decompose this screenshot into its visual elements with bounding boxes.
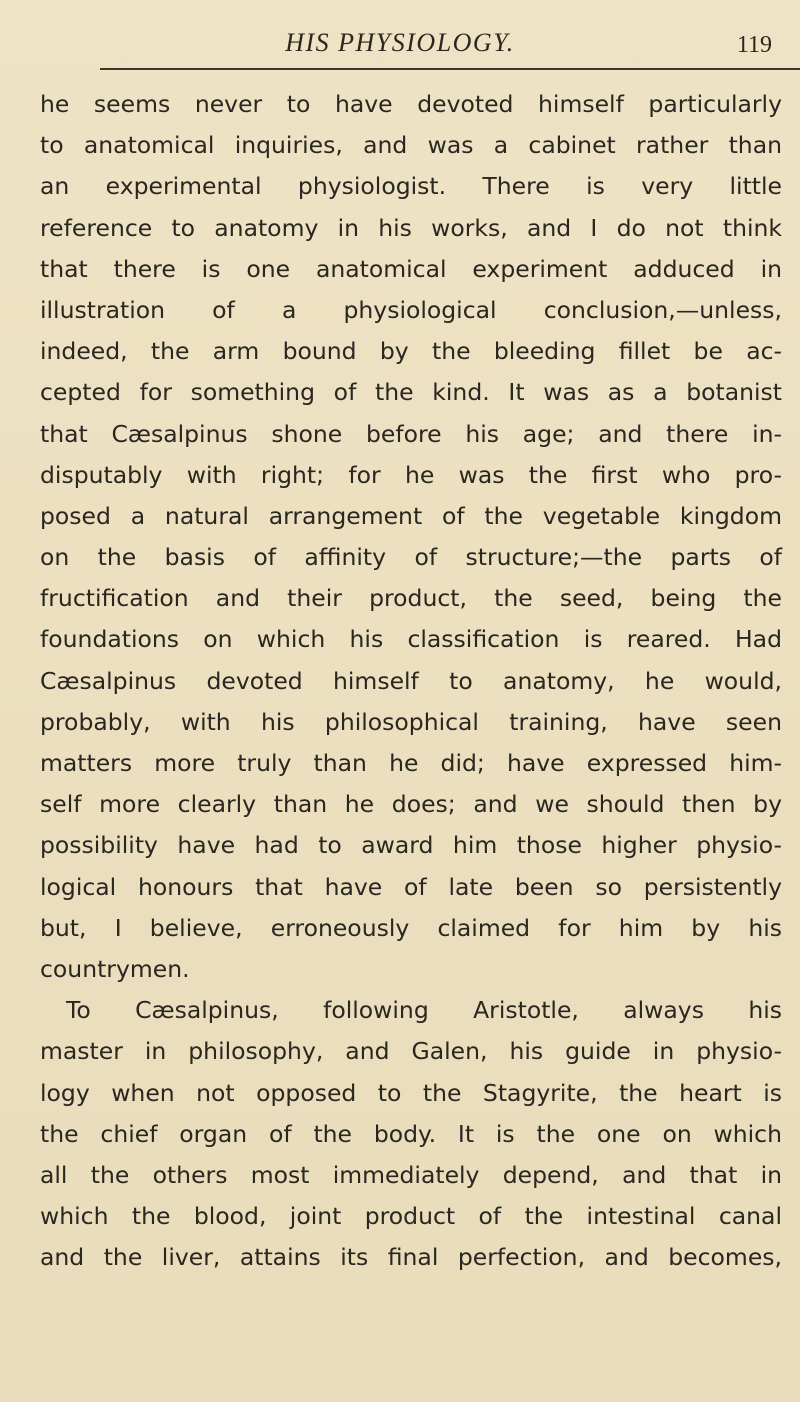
text-line: disputably with right; for he was the first who pro- [40, 460, 782, 489]
text-line: Cæsalpinus devoted himself to anatomy, he would, [40, 666, 782, 695]
text-line: to anatomical inquiries, and was a cabinet rather than [40, 131, 782, 160]
text-line: probably, with his philosophical training, have seen [40, 707, 782, 736]
text-line: foundations on which his classification is reared. Had [40, 625, 782, 654]
text-line: but, I believe, erroneously claimed for him by his [40, 913, 782, 942]
text-line: cepted for something of the kind. It was as a botanist [40, 378, 782, 407]
text-line: fructification and their product, the seed, being the [40, 584, 782, 613]
paragraph-end-line: countrymen. [40, 954, 190, 983]
running-title: HIS PHYSIOLOGY. [285, 28, 515, 57]
text-line: possibility have had to award him those higher physio- [40, 831, 782, 860]
text-line: illustration of a physiological conclusion,—unless, [40, 295, 782, 324]
text-line: on the basis of affinity of structure;—the parts of [40, 543, 782, 572]
text-line: he seems never to have devoted himself particularly [40, 90, 782, 118]
text-line: master in philosophy, and Galen, his guide in physio- [40, 1037, 782, 1066]
text-line: self more clearly than he does; and we should then by [40, 790, 782, 819]
body-text [40, 84, 782, 1278]
text-line: the chief organ of the body. It is the one on which [40, 1119, 782, 1148]
text-line: indeed, the arm bound by the bleeding fillet be ac- [40, 337, 782, 366]
text-line: which the blood, joint product of the intestinal canal [40, 1202, 782, 1231]
header-rule [100, 68, 800, 70]
text-line: reference to anatomy in his works, and I do not think [40, 213, 782, 242]
text-line: that there is one anatomical experiment adduced in [40, 254, 782, 283]
text-line: logy when not opposed to the Stagyrite, the heart is [40, 1078, 782, 1107]
running-head [0, 20, 800, 64]
text-line: that Cæsalpinus shone before his age; and there in- [40, 419, 782, 448]
text-line: all the others most immediately depend, and that in [40, 1160, 782, 1189]
text-line: matters more truly than he did; have expressed him- [40, 749, 782, 777]
text-line: an experimental physiologist. There is very little [40, 172, 782, 201]
text-line: logical honours that have of late been so persistently [40, 872, 782, 901]
paragraph-start-line: To Cæsalpinus, following Aristotle, always his [66, 996, 782, 1025]
text-line: and the liver, attains its final perfection, and becomes, [40, 1243, 782, 1272]
text-line: posed a natural arrangement of the vegetable kingdom [40, 501, 782, 530]
page-number: 119 [736, 32, 772, 58]
